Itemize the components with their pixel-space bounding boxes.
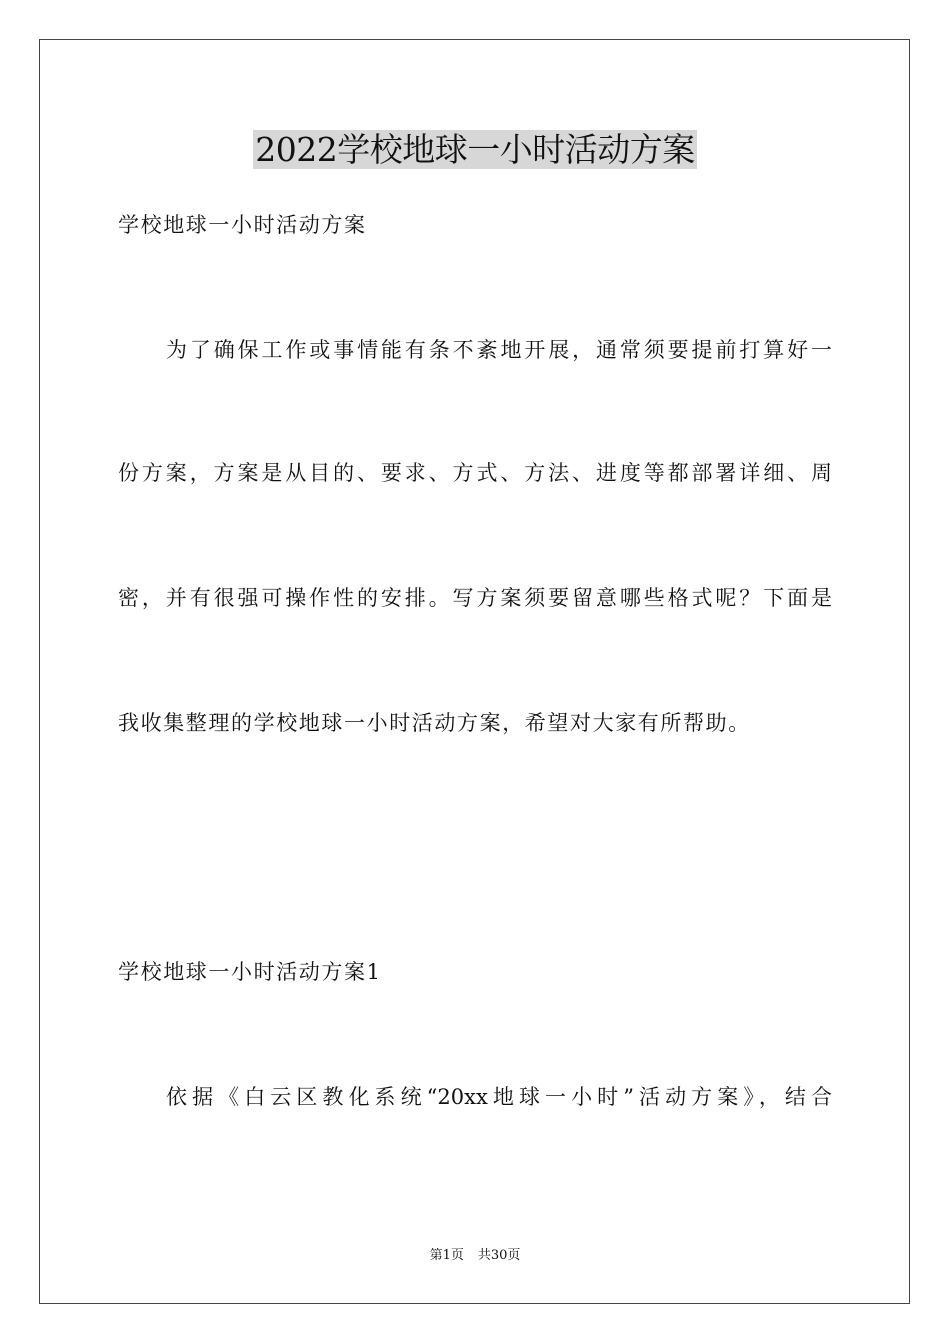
intro-paragraph-line-2: 份方案，方案是从目的、要求、方式、方法、进度等都部署详细、周 bbox=[118, 461, 832, 485]
page-total: 共30页 bbox=[477, 1248, 521, 1263]
intro-paragraph-line-4: 我收集整理的学校地球一小时活动方案，希望对大家有所帮助。 bbox=[118, 711, 751, 735]
page-footer bbox=[0, 1247, 950, 1265]
intro-paragraph-line-1: 为了确保工作或事情能有条不紊地开展，通常须要提前打算好一 bbox=[166, 338, 832, 362]
document-title-text: 2022学校地球一小时活动方案 bbox=[255, 130, 695, 169]
section-paragraph-line-1: 依据《白云区教化系统“20xx地球一小时”活动方案》，结合 bbox=[166, 1085, 832, 1109]
document-subtitle: 学校地球一小时活动方案 bbox=[118, 213, 367, 237]
section-heading: 学校地球一小时活动方案1 bbox=[118, 960, 382, 984]
page-number: 第1页 bbox=[429, 1248, 464, 1263]
document-title bbox=[0, 124, 950, 176]
intro-paragraph-line-3: 密，并有很强可操作性的安排。写方案须要留意哪些格式呢？下面是 bbox=[118, 586, 832, 610]
